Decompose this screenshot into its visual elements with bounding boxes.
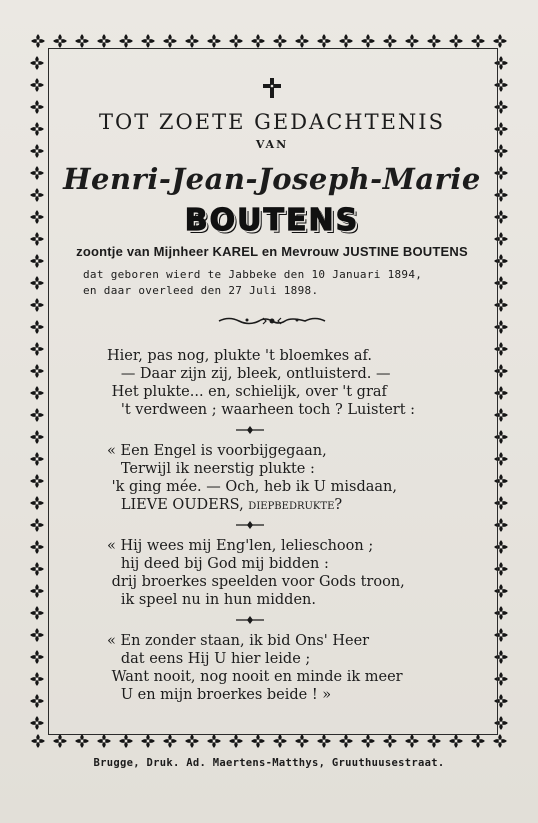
stanza-separator [235,521,265,529]
fleuron-icon [119,734,133,748]
poem-line: ik speel nu in hun midden. [107,592,316,608]
poem-line: « En zonder staan, ik bid Ons' Heer [107,633,370,649]
fleuron-icon [207,734,221,748]
surname: BOUTENS [184,203,360,238]
poem-line: 't verdween ; waarheen toch ? Luistert : [107,402,416,418]
poem-line: « Een Engel is voorbijgegaan, [107,443,327,459]
fleuron-icon [30,430,44,444]
fleuron-icon [30,166,44,180]
fleuron-icon [30,144,44,158]
fleuron-icon [97,34,111,48]
stanza-separator [235,426,265,434]
fleuron-icon [30,496,44,510]
fleuron-icon [185,34,199,48]
birth-death-dates [55,267,489,299]
fleuron-icon [273,34,287,48]
poem-line: — Daar zijn zij, bleek, ontluisterd. — [107,366,391,382]
fleuron-icon [30,716,44,730]
fleuron-icon [31,734,45,748]
poem-line: Hier, pas nog, plukte 't bloemkes af. [107,348,372,364]
printer-imprint: Brugge, Druk. Ad. Maertens-Matthys, Gruuthuusestraat. [93,757,445,769]
fleuron-icon [339,34,353,48]
fleuron-icon [493,734,507,748]
fleuron-icon [53,734,67,748]
heading: TOT ZOETE GEDACHTENIS [99,110,445,134]
fleuron-icon [75,734,89,748]
fleuron-icon [30,584,44,598]
fleuron-icon [229,34,243,48]
fleuron-icon [119,34,133,48]
fleuron-icon [30,518,44,532]
fleuron-icon [361,34,375,48]
fleuron-icon [30,452,44,466]
fleuron-icon [317,34,331,48]
fleuron-icon [30,650,44,664]
fleuron-icon [30,56,44,70]
fleuron-icon [30,100,44,114]
fleuron-icon [471,734,485,748]
fleuron-icon [383,34,397,48]
fleuron-icon [30,320,44,334]
cross-icon [263,78,281,98]
ornament-divider [217,315,327,327]
poem-line: dat eens Hij U hier leide ; [107,651,311,667]
poem-line: « Hij wees mij Eng'len, lelieschoon ; [107,538,374,554]
fleuron-icon [30,694,44,708]
fleuron-icon [30,540,44,554]
poem-line: U en mijn broerkes beide ! » [107,687,332,703]
fleuron-icon [493,34,507,48]
poem-line: Want nooit, nog nooit en minde ik meer [107,669,403,685]
stanza-4 [107,632,489,704]
stanza-3 [107,537,489,609]
poem-line: 'k ging mée. — Och, heb ik U misdaan, [107,479,397,495]
stanza-2 [107,442,489,514]
fleuron-icon [30,188,44,202]
heading-van: VAN [255,138,289,151]
fleuron-icon [295,734,309,748]
fleuron-icon [405,34,419,48]
fleuron-icon [185,734,199,748]
fleuron-icon [427,34,441,48]
fleuron-icon [229,734,243,748]
fleuron-icon [30,408,44,422]
fleuron-icon [30,628,44,642]
given-names: Henri-Jean-Joseph-Marie [63,162,481,196]
fleuron-icon [30,232,44,246]
fleuron-icon [30,562,44,576]
poem-line: LIEVE OUDERS, diepbedrukte? [107,497,343,513]
fleuron-icon [449,734,463,748]
fleuron-icon [30,78,44,92]
fleuron-icon [295,34,309,48]
fleuron-icon [251,34,265,48]
fleuron-icon [339,734,353,748]
poem [107,347,489,704]
fleuron-icon [30,386,44,400]
fleuron-icon [361,734,375,748]
fleuron-icon [30,474,44,488]
fleuron-icon [207,34,221,48]
fleuron-icon [30,254,44,268]
fleuron-icon [31,34,45,48]
fleuron-icon [427,734,441,748]
parents-line: zoontje van Mijnheer KAREL en Mevrouw JUSTINE BOUTENS [76,244,468,259]
stanza-1 [107,347,489,419]
card-content [55,78,489,704]
fleuron-icon [163,734,177,748]
stanza-separator [235,616,265,624]
fleuron-icon [30,364,44,378]
fleuron-icon [141,734,155,748]
fleuron-icon [405,734,419,748]
fleuron-icon [30,298,44,312]
fleuron-icon [449,34,463,48]
fleuron-icon [53,34,67,48]
poem-line: Het plukte... en, schielijk, over 't graf [107,384,387,400]
death-line: en daar overleed den 27 Juli 1898. [83,284,319,297]
fleuron-icon [30,672,44,686]
fleuron-icon [141,34,155,48]
fleuron-icon [30,122,44,136]
fleuron-icon [251,734,265,748]
fleuron-icon [273,734,287,748]
fleuron-icon [97,734,111,748]
fleuron-icon [471,34,485,48]
birth-line: dat geboren wierd te Jabbeke den 10 Januari 1894, [83,268,423,281]
fleuron-icon [75,34,89,48]
fleuron-icon [163,34,177,48]
fleuron-icon [30,342,44,356]
poem-line: hij deed bij God mij bidden : [107,556,329,572]
fleuron-icon [317,734,331,748]
fleuron-icon [383,734,397,748]
fleuron-icon [30,276,44,290]
fleuron-icon [30,606,44,620]
poem-line: Terwijl ik neerstig plukte : [107,461,315,477]
fleuron-icon [30,210,44,224]
poem-line: drij broerkes speelden voor Gods troon, [107,574,405,590]
